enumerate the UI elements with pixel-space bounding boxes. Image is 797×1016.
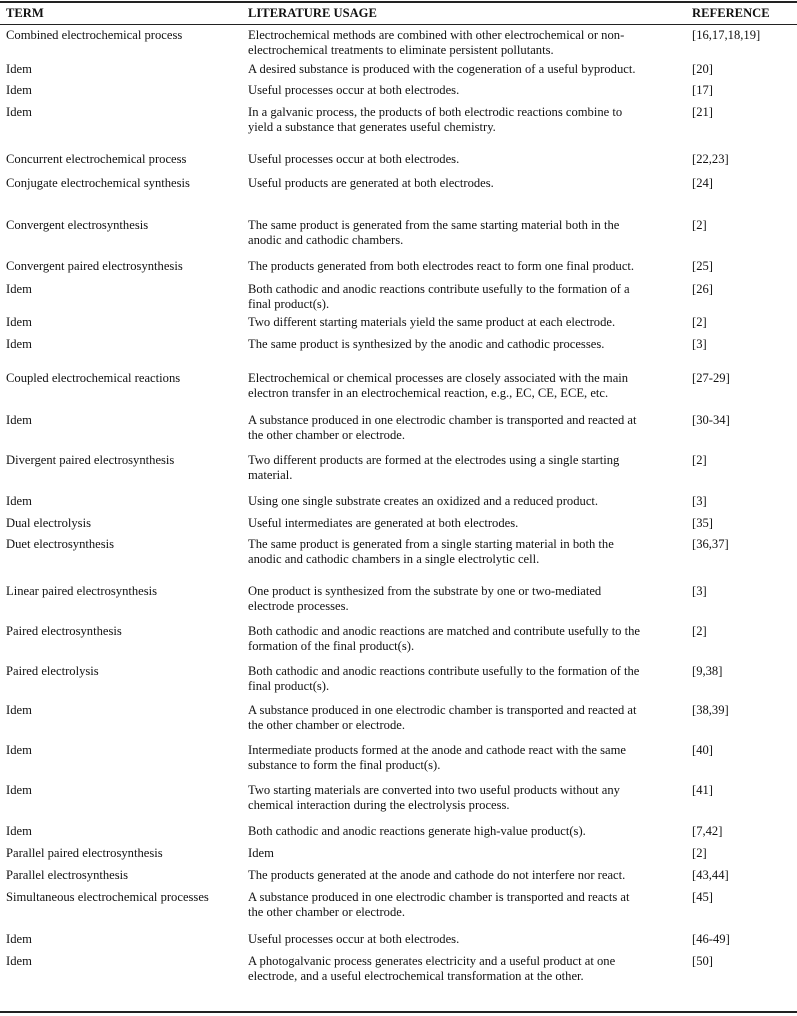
reference-cell: [3] xyxy=(692,337,707,351)
usage-line: Both cathodic and anodic reactions generate high-value product(s). xyxy=(248,824,586,838)
reference-cell: [36,37] xyxy=(692,537,729,551)
term-cell: Linear paired electrosynthesis xyxy=(6,584,158,598)
reference-cell: [16,17,18,19] xyxy=(692,28,761,42)
usage-line: electrode, and a useful electrochemical transformation at the other. xyxy=(248,969,584,983)
usage-cell xyxy=(248,218,688,248)
usage-cell xyxy=(248,176,688,191)
usage-line: A substance produced in one electrodic chamber is transported and reacted at xyxy=(248,703,637,717)
reference-cell: [9,38] xyxy=(692,664,723,678)
usage-cell xyxy=(248,282,688,312)
reference-cell: [3] xyxy=(692,494,707,508)
term-cell: Idem xyxy=(6,494,32,508)
usage-line: Two starting materials are converted into two useful products without any xyxy=(248,783,620,797)
term-cell: Idem xyxy=(6,337,32,351)
usage-line: Useful processes occur at both electrodes. xyxy=(248,932,460,946)
term-cell: Idem xyxy=(6,783,32,797)
term-cell: Convergent paired electrosynthesis xyxy=(6,259,183,273)
usage-line: A desired substance is produced with the cogeneration of a useful byproduct. xyxy=(248,62,636,76)
usage-line: material. xyxy=(248,468,293,482)
usage-line: final product(s). xyxy=(248,679,330,693)
term-cell: Idem xyxy=(6,315,32,329)
usage-line: The products generated at the anode and cathode do not interfere nor react. xyxy=(248,868,626,882)
usage-cell xyxy=(248,783,688,813)
bottom-rule xyxy=(0,1011,797,1013)
usage-line: Useful processes occur at both electrodes. xyxy=(248,152,460,166)
reference-cell: [17] xyxy=(692,83,713,97)
header-rule xyxy=(0,24,797,25)
usage-line: final product(s). xyxy=(248,297,330,311)
usage-cell xyxy=(248,954,688,984)
usage-line: Useful intermediates are generated at both electrodes. xyxy=(248,516,519,530)
term-cell: Idem xyxy=(6,282,32,296)
reference-cell: [25] xyxy=(692,259,713,273)
usage-line: the other chamber or electrode. xyxy=(248,718,405,732)
usage-line: Electrochemical methods are combined with other electrochemical or non- xyxy=(248,28,625,42)
usage-cell xyxy=(248,932,688,947)
usage-line: The same product is generated from a single starting material in both the xyxy=(248,537,614,551)
term-cell: Conjugate electrochemical synthesis xyxy=(6,176,190,190)
reference-cell: [27-29] xyxy=(692,371,730,385)
term-cell: Idem xyxy=(6,413,32,427)
top-rule xyxy=(0,1,797,3)
usage-cell xyxy=(248,413,688,443)
term-cell: Idem xyxy=(6,62,32,76)
usage-cell xyxy=(248,824,688,839)
term-cell: Concurrent electrochemical process xyxy=(6,152,187,166)
term-cell: Idem xyxy=(6,824,32,838)
header-usage: LITERATURE USAGE xyxy=(248,6,377,20)
usage-cell xyxy=(248,890,688,920)
usage-cell xyxy=(248,743,688,773)
usage-line: The same product is synthesized by the anodic and cathodic processes. xyxy=(248,337,605,351)
term-cell: Duet electrosynthesis xyxy=(6,537,115,551)
usage-line: electrochemical treatments to eliminate persistent pollutants. xyxy=(248,43,554,57)
usage-line: Two different products are formed at the electrodes using a single starting xyxy=(248,453,620,467)
usage-line: One product is synthesized from the substrate by one or two-mediated xyxy=(248,584,602,598)
usage-cell xyxy=(248,28,688,58)
usage-line: yield a substance that generates useful chemistry. xyxy=(248,120,496,134)
usage-cell xyxy=(248,152,688,167)
usage-cell xyxy=(248,516,688,531)
usage-line: A substance produced in one electrodic chamber is transported and reacts at xyxy=(248,890,630,904)
reference-cell: [43,44] xyxy=(692,868,729,882)
reference-cell: [7,42] xyxy=(692,824,723,838)
usage-line: formation of the final product(s). xyxy=(248,639,415,653)
term-cell: Idem xyxy=(6,954,32,968)
usage-cell xyxy=(248,624,688,654)
term-cell: Combined electrochemical process xyxy=(6,28,183,42)
usage-line: In a galvanic process, the products of both electrodic reactions combine to xyxy=(248,105,623,119)
usage-line: Using one single substrate creates an oxidized and a reduced product. xyxy=(248,494,599,508)
usage-cell xyxy=(248,703,688,733)
term-cell: Idem xyxy=(6,105,32,119)
term-cell: Coupled electrochemical reactions xyxy=(6,371,181,385)
term-cell: Paired electrolysis xyxy=(6,664,99,678)
reference-cell: [3] xyxy=(692,584,707,598)
usage-line: A substance produced in one electrodic chamber is transported and reacted at xyxy=(248,413,637,427)
reference-cell: [41] xyxy=(692,783,713,797)
usage-line: Intermediate products formed at the anode and cathode react with the same xyxy=(248,743,627,757)
term-cell: Simultaneous electrochemical processes xyxy=(6,890,209,904)
usage-line: the other chamber or electrode. xyxy=(248,428,405,442)
reference-cell: [26] xyxy=(692,282,713,296)
usage-line: substance to form the final product(s). xyxy=(248,758,441,772)
reference-cell: [2] xyxy=(692,846,707,860)
header-term: TERM xyxy=(6,6,44,20)
reference-cell: [2] xyxy=(692,453,707,467)
usage-cell xyxy=(248,105,688,135)
usage-cell xyxy=(248,868,688,883)
usage-cell xyxy=(248,62,688,77)
term-cell: Idem xyxy=(6,703,32,717)
reference-cell: [2] xyxy=(692,624,707,638)
reference-cell: [38,39] xyxy=(692,703,729,717)
usage-line: The products generated from both electrodes react to form one final product. xyxy=(248,259,635,273)
usage-line: electron transfer in an electrochemical reaction, e.g., EC, CE, ECE, etc. xyxy=(248,386,609,400)
reference-cell: [20] xyxy=(692,62,713,76)
reference-cell: [35] xyxy=(692,516,713,530)
reference-cell: [30-34] xyxy=(692,413,730,427)
term-cell: Idem xyxy=(6,83,32,97)
term-cell: Idem xyxy=(6,743,32,757)
reference-cell: [40] xyxy=(692,743,713,757)
reference-cell: [50] xyxy=(692,954,713,968)
reference-cell: [46-49] xyxy=(692,932,730,946)
usage-line: Both cathodic and anodic reactions contribute usefully to the formation of a xyxy=(248,282,630,296)
usage-cell xyxy=(248,371,688,401)
reference-cell: [22,23] xyxy=(692,152,729,166)
usage-line: anodic and cathodic chambers in a single electrolytic cell. xyxy=(248,552,540,566)
usage-line: electrode processes. xyxy=(248,599,349,613)
usage-cell xyxy=(248,315,688,330)
term-cell: Divergent paired electrosynthesis xyxy=(6,453,175,467)
usage-cell xyxy=(248,83,688,98)
usage-line: Both cathodic and anodic reactions contribute usefully to the formation of the xyxy=(248,664,640,678)
usage-cell xyxy=(248,259,688,274)
term-cell: Parallel paired electrosynthesis xyxy=(6,846,163,860)
term-cell: Parallel electrosynthesis xyxy=(6,868,129,882)
usage-cell xyxy=(248,664,688,694)
usage-line: Useful processes occur at both electrodes. xyxy=(248,83,460,97)
usage-cell xyxy=(248,494,688,509)
usage-line: Both cathodic and anodic reactions are matched and contribute usefully to the xyxy=(248,624,641,638)
reference-cell: [45] xyxy=(692,890,713,904)
usage-cell xyxy=(248,337,688,352)
usage-line: The same product is generated from the same starting material both in the xyxy=(248,218,620,232)
term-cell: Idem xyxy=(6,932,32,946)
reference-cell: [24] xyxy=(692,176,713,190)
usage-cell xyxy=(248,584,688,614)
usage-line: Two different starting materials yield the same product at each electrode. xyxy=(248,315,616,329)
term-cell: Dual electrolysis xyxy=(6,516,91,530)
header-reference: REFERENCE xyxy=(692,6,770,20)
usage-line: Idem xyxy=(248,846,274,860)
usage-cell xyxy=(248,537,688,567)
usage-line: chemical interaction during the electrolysis process. xyxy=(248,798,510,812)
term-cell: Convergent electrosynthesis xyxy=(6,218,149,232)
usage-line: the other chamber or electrode. xyxy=(248,905,405,919)
term-cell: Paired electrosynthesis xyxy=(6,624,122,638)
reference-cell: [2] xyxy=(692,315,707,329)
reference-cell: [21] xyxy=(692,105,713,119)
usage-cell xyxy=(248,846,688,861)
usage-cell xyxy=(248,453,688,483)
usage-line: Useful products are generated at both electrodes. xyxy=(248,176,494,190)
usage-line: A photogalvanic process generates electricity and a useful product at one xyxy=(248,954,616,968)
usage-line: anodic and cathodic chambers. xyxy=(248,233,404,247)
reference-cell: [2] xyxy=(692,218,707,232)
usage-line: Electrochemical or chemical processes are closely associated with the main xyxy=(248,371,629,385)
